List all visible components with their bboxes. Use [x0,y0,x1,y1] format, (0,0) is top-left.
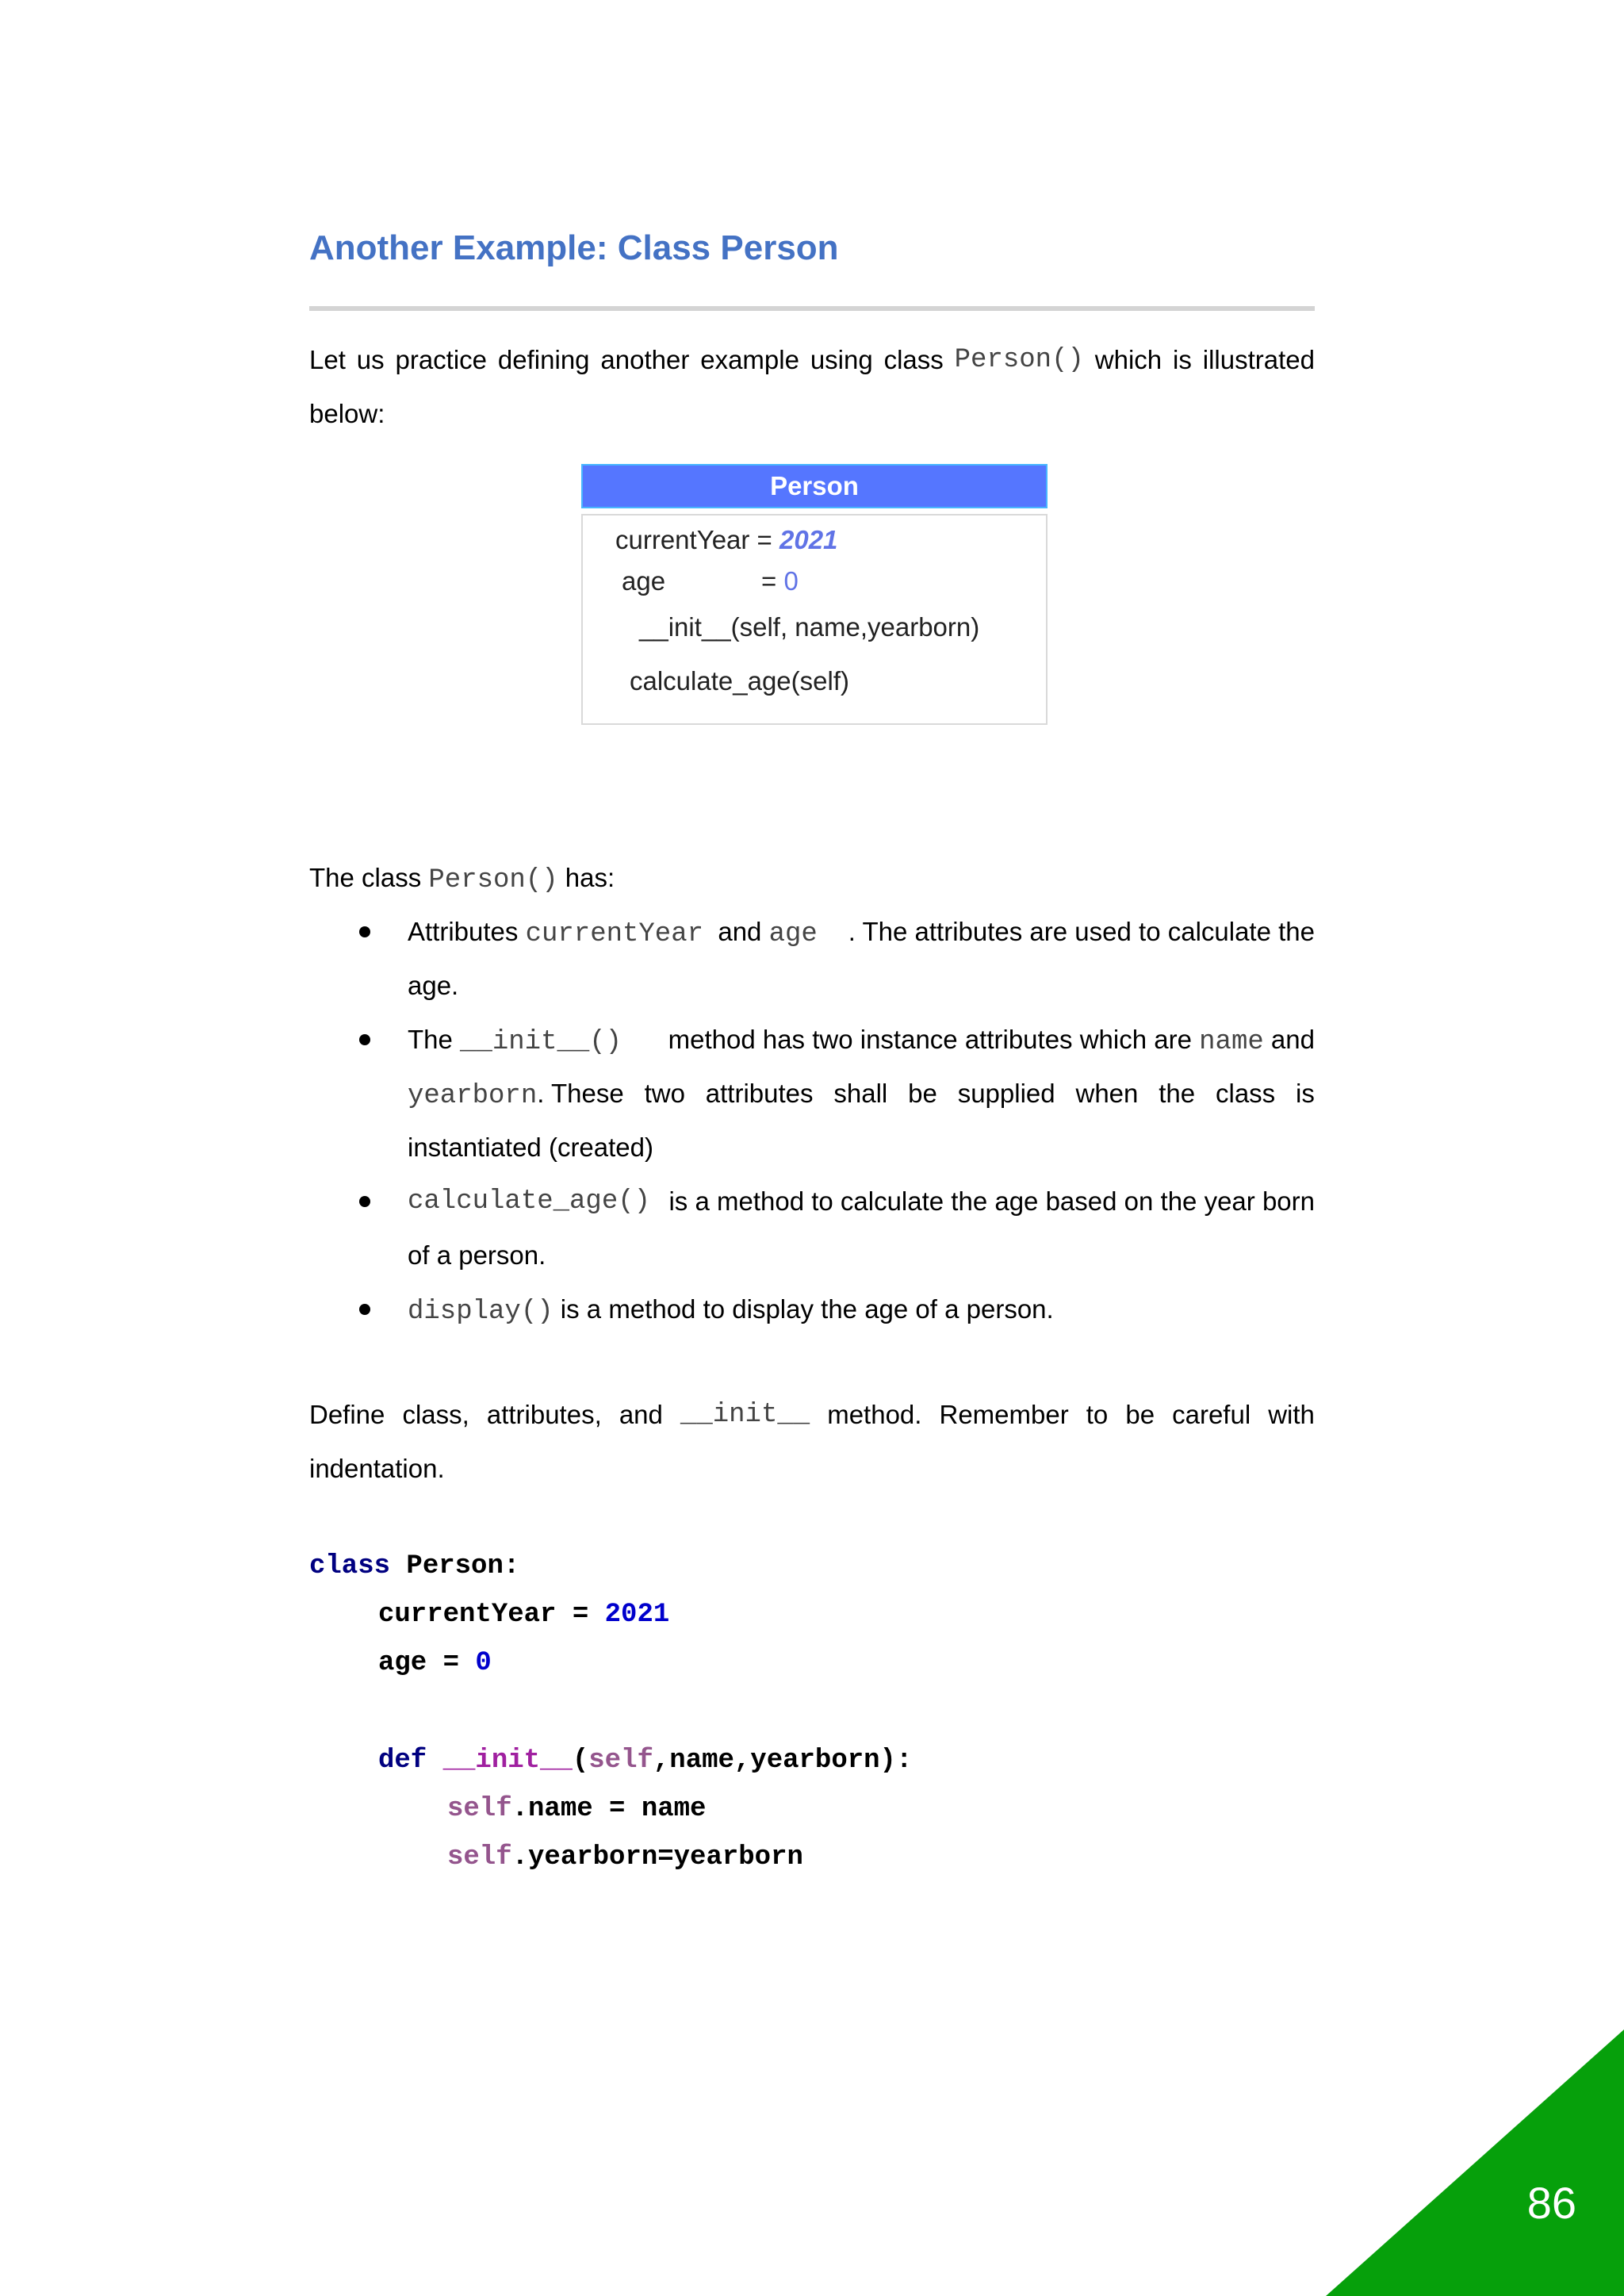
bullet-1-line-2: age. [408,971,459,1000]
bullet-text: is a method to display the age of a person. [553,1294,1054,1324]
word: class [1215,1079,1276,1108]
word: attributes, [486,1400,602,1429]
word: using [810,345,873,374]
code-keyword: def [378,1746,427,1776]
word: attributes [705,1079,814,1108]
code-text: .name = name [511,1794,707,1824]
word: Remember [939,1400,1069,1429]
word: class [883,345,944,374]
word: method. [827,1400,922,1429]
word: which [1094,345,1162,374]
uml-attribute-age [622,566,665,596]
bullet-text: . The attributes are used to calculate the [848,917,1315,946]
inline-code: display() [408,1297,553,1327]
bullet-4-line-1 [408,1282,1054,1339]
bullet-1-line-1 [408,905,1315,961]
code-self: self [447,1794,512,1824]
code-self: self [447,1842,512,1872]
uml-attr-value: 2021 [779,525,838,554]
bullet-icon [359,1196,370,1207]
word: Let [309,345,346,374]
bullet-2-line-2 [408,1067,1315,1123]
define-line-2: indentation. [309,1454,445,1483]
code-line-2 [378,1590,669,1639]
code-line-6 [447,1833,803,1882]
code-text: age = [378,1648,476,1678]
word: practice [395,345,488,374]
word: illustrated [1202,345,1315,374]
code-text: ( [572,1746,589,1776]
text: has: [557,863,615,892]
word [408,1067,624,1123]
word: be [1125,1400,1155,1429]
uml-attr-value: 0 [783,566,799,596]
heading-divider [309,306,1315,311]
uml-attr-label: age [622,566,666,596]
word: another [600,345,690,374]
bullet-3-line-1 [408,1175,1315,1228]
word: be [908,1079,937,1108]
uml-attribute-current-year [615,525,837,555]
code-dunder: __init__ [442,1746,573,1776]
bullet-text: is a method to calculate the age based on the year born [661,1186,1315,1216]
word: defining [497,345,590,374]
word: with [1268,1400,1315,1429]
intro-line-2: below: [309,399,385,428]
code-number: 0 [475,1648,492,1678]
code-text: ,name,yearborn): [653,1746,913,1776]
word: and [619,1400,663,1429]
bullet-icon [359,926,370,937]
uml-attribute-age-value [761,566,799,596]
class-has-intro [309,851,615,907]
bullet-3-line-2: of a person. [408,1240,546,1270]
word: is [1296,1079,1315,1108]
word: supplied [957,1079,1055,1108]
bullet-2-line-1 [408,1013,1315,1069]
code-text: currentYear = [378,1600,605,1630]
word: us [356,345,385,374]
page-heading: Another Example: Class Person [309,228,839,267]
code-number: 2021 [604,1600,670,1630]
inline-code: calculate_age() [408,1186,651,1217]
word: . These [537,1079,624,1108]
code-line-5 [447,1784,706,1834]
page-number: 86 [1526,2178,1576,2228]
code-line-4 [378,1736,912,1785]
word: example [700,345,799,374]
code-text: Person: [390,1551,520,1581]
word: shall [833,1079,888,1108]
page-corner-triangle [1326,2030,1624,2296]
bullet-text: The __init__() [408,1025,622,1057]
bullet-icon [359,1034,370,1045]
word: is [1173,345,1192,374]
bullet-text: Attributes currentYear and age [408,917,818,949]
code-line-1 [309,1542,519,1591]
define-line-1 [309,1388,1315,1442]
uml-method-init: __init__(self, name,yearborn) [639,612,980,642]
code-line-3 [378,1639,492,1688]
code-text: .yearborn=yearborn [511,1842,803,1872]
word: the [1159,1079,1196,1108]
uml-class-name: Person [581,464,1048,508]
bullet-text: method has two instance attributes which are name and [661,1025,1315,1057]
inline-code: yearborn [408,1081,538,1111]
word: two [644,1079,685,1108]
word: class, [402,1400,469,1429]
inline-code: Person() [428,865,558,895]
word: Define [309,1400,385,1429]
code-self: self [588,1746,653,1776]
bullet-icon [359,1304,370,1315]
text: The class [309,863,429,892]
bullet-2-line-3: instantiated (created) [408,1133,654,1162]
word: when [1075,1079,1139,1108]
uml-attr-eq: = [761,566,784,596]
inline-code: __init__ [680,1400,810,1430]
inline-code: Person() [954,345,1084,375]
uml-method-calculate-age: calculate_age(self) [630,666,849,696]
code-keyword: class [309,1551,391,1581]
word: to [1086,1400,1109,1429]
uml-attr-label: currentYear = [615,525,779,554]
word: careful [1172,1400,1251,1429]
intro-line-1 [309,333,1315,387]
